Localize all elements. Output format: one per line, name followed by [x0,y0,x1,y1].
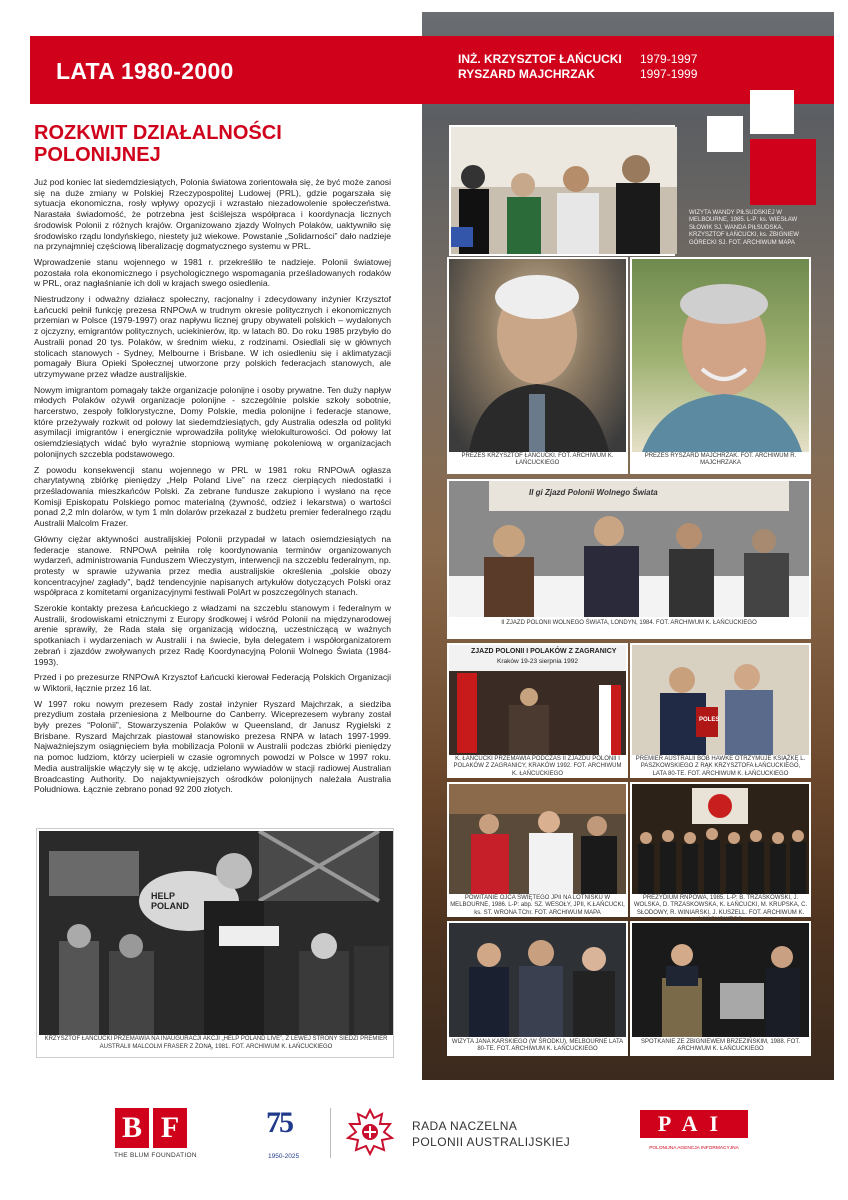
decor-square-red [750,139,816,205]
photo-wizyta-image [449,125,675,256]
eagle-emblem-icon[interactable] [344,1106,396,1158]
photo-krakow-caption: K. ŁAŃCUCKI PRZEMAWIA PODCZAS II ZJAZDU POLONII I POLAKÓW Z ZAGRANICY, KRAKÓW 1992. FOT. ARCHIWUM K. ŁAŃCUCKIEGO [453,756,622,777]
photo-help-poland-live-art [39,831,393,1035]
presidents-years [640,52,697,82]
article-paragraph: W 1997 roku nowym prezesem Rady został inżynier Ryszard Majchrzak, a siedziba prezydium została przeniesiona z Melbourne do Canberry. Wiceprezesem wybrany został były prezes “Polonii”, Stowarzyszenia Polaków w Queensland, dr Janusz Rygielski z Brisbane. Ryszard Majchrzak piastował stanowisko prezesa RNPA w latach 1997-1999. Najważniejszym osiągnięciem była mobilizacja Polonii w Australii podczas zbiórki pieniędzy na pomoc ludziom, którzy ucierpieli w czasie ogromnych powodzi w Polsce w 1997 roku. Media australijskie włączyły się w tę akcję, udzielano wywiadów w stacji radiowej Australian Broadcasting Authority. Do najaktywniejszych ośrodków polonijnych należała Australia Południowa. Łącznie zebrano ponad 92 200 złotych. [34,698,391,795]
krakow-banner-line2: Kraków 19-23 sierpnia 1992 [497,658,578,665]
article-paragraph: Wprowadzenie stanu wojennego w 1981 r. przekreśliło te nadzieje. Polonii światowej pozostała rola ekonomicznego i psychologicznego wspomagania prześladowanych rodaków w PRL, oraz nagłaśnianie ich doli w krajach swego osiedlenia. [34,256,391,289]
decor-square-white [750,90,794,134]
photo-prezes-majchrzak-art [632,259,809,452]
photo-brzezinski [630,921,811,1056]
section-title-line1: ROZKWIT DZIAŁALNOŚCI [34,122,282,144]
help-poland-sign: HELP POLAND [151,891,189,911]
hawke-book-label: POLES [699,717,720,723]
photo-hawke-image [632,645,809,755]
anniversary-75-logo[interactable] [266,1106,310,1154]
photo-prezes-lancucki-image [449,259,626,452]
zjazd-banner: II gi Zjazd Polonii Wolnego Świata [529,488,658,497]
article-paragraph: Główny ciężar aktywności australijskiej Polonii przypadał w latach osiemdziesiątych na federacje stanowe. RNPOwA pełniła rolę koordynowania terminów organizowanych wydarzeń, administrowania Funduszem Wieczystym, interwencji na szczeblu federalnym, np. protesty w sprawie używania przez media australijskie określenia „polskie obozy koncentracyjne/ zagłady”, bądź tendencyjnie napisanych artykułów dotyczących Polski oraz współpraca z komitetami organizacyjnymi festiwali PolArt w poszczególnych stanach. [34,533,391,598]
photo-prezydium-image [632,784,809,894]
decor-square-white-small [707,116,743,152]
photo-brzezinski-image [632,923,809,1037]
footer [0,1090,848,1200]
photo-prezes-majchrzak-image [632,259,809,452]
article-paragraph: Niestrudzony i odważny działacz społeczny, racjonalny i zdecydowany inżynier Krzysztof Łańcucki pełnił funkcję prezesa RNPOwA w trudnym okresie politycznych i ekonomicznych przemian w Polsce (1979-1997) oraz napływu licznej grupy obywateli polskich – wydalonych z ojczyzny, emigrantów politycznych, uciekinierów, itp. w latach 80. Do roku 1985 przybyło do Australii ponad 20 tys. Polaków, w średnim wieku, z rodzinami. Osiedlali się w głównych stolicach stanowych - Sydney, Melbourne i Brisbane. W ich osiedleniu się i aklimatyzacji pomagały Biura Opieki Społecznej utworzone przy polskich federacjach stanowych, ale utrzymywane przez władze australijskie. [34,294,391,379]
president2-name: RYSZARD MAJCHRZAK [458,67,595,81]
photo-karski-image [449,923,626,1037]
bf-logo-b: B [115,1108,149,1148]
photo-prezydium-art [632,784,809,894]
photo-prezes-lancucki [447,257,628,474]
bf-logo-f: F [153,1108,187,1148]
footer-divider [330,1108,331,1158]
photo-zjazd-londyn [447,479,811,639]
photo-jp2-image [449,784,626,894]
photo-krakow-1992 [447,643,628,778]
photo-wizyta-caption: WIZYTA WANDY PIŁSUDSKIEJ W MELBOURNE, 1985. L-P: ks. WIESŁAW SŁOWIK SJ, WANDA PIŁSUDSKA, KRZYSZTOF ŁAŃCUCKI, ks. ZBIGNIEW GÓRECKI SJ. FOT. ARCHIWUM MAPA [689,210,799,246]
header-bar [30,36,834,104]
article-paragraph: Nowym imigrantom pomagały także organizacje polonijne i osoby prywatne. Ten duży napływ młodych Polaków ożywił organizacje polonijne - szczególnie polskie szkoły sobotnie, harcerstwo, zespoły folklorystyczne, Domy Polskie, media polonijne i federacje stanowe, które przeżywały rozkwit od połowy lat siedemdziesiątych, gdy Australia odeszła od polityki asymilacji imigrantów i energicznie wprowadziła politykę wielokulturowości. Od połowy lat osiemdziesiątych widać było wyraźnie stopniową wymianę pokoleniową w organizacjach polonijnych szczebla podstawowego. [34,384,391,459]
eagle-emblem-art [344,1106,396,1158]
rada-line2: POLONII AUSTRALIJSKIEJ [412,1135,571,1149]
photo-brzezinski-art [632,923,809,1037]
photo-help-poland-live-image [39,831,393,1035]
photo-prezes-majchrzak [630,257,811,474]
photo-jp2-melbourne [447,782,628,917]
article-paragraph: Szerokie kontakty prezesa Łańcuckiego z władzami na szczeblu stanowym i federalnym w Australii, środowiskami etnicznymi z Europy środkowej i wśród Polonii na międzynarodowej arenie sprawiły, że Rada stała się organizacją widoczną, uczestniczącą w ważnych spotkaniach i wydarzeniach w Australii i na świecie, była delegatem i współorganizatorem zebrań i zjazdów zwoływanych przez Radę Koordynacyjną Polonii Wolnego Świata (1984-1993). [34,603,391,667]
photo-prezydium-rnpowa [630,782,811,917]
pai-logo[interactable]: PAI [640,1110,748,1138]
photo-hawke [630,643,811,778]
anniversary-number: 75 [266,1106,292,1139]
photo-prezydium-caption: PREZYDIUM RNPOWA, 1985. L-P: B. TRZASKOWSKI, J. WOLSKA, D. TRZASKOWSKA, K. ŁAŃCUCKI, M. KRUPSKA, C. SŁODOWY, R. WINIARSKI, J. KUSZELL. FOT. ARCHIWUM K. [633,895,808,916]
president1-name: INŻ. KRZYSZTOF ŁAŃCUCKI [458,52,622,66]
photo-hawke-art [632,645,809,755]
pai-name: POLONIJNA AGENCJA INFORMACYJNA [649,1146,739,1151]
page-title: LATA 1980-2000 [56,58,234,84]
photo-wizyta-art [451,127,677,254]
anniversary-years: 1950-2025 [268,1153,300,1160]
section-title [34,122,404,166]
photo-help-poland-live [36,828,394,1058]
photo-zjazd-londyn-image [449,481,809,617]
bf-logo[interactable] [115,1108,187,1148]
photo-jp2-art [449,784,626,894]
article-paragraph: Już pod koniec lat siedemdziesiątych, Polonia światowa zorientowała się, że być może zanosi się na duże zmiany w Polskiej Rzeczypospolitej Ludowej (PRL), gdzie pogarszała się sytuacja ekonomiczna, rosły wpływy opozycji i wzrastało niezadowolenie społeczeństwa. Narastała świadomość, że potrzebna jest ściślejsza współpraca i koordynacja licznych środowisk Polonii z różnych krajów. Organizowano zjazdy Wolnych Polaków, uaktywniło się środowisko rządu londyńskiego, niestety już wiekowe. Powstanie „Solidarności” dało nadzieje na przynajmniej częściową liberalizację dogmatycznego systemu w PRL. [34,177,391,252]
photo-prezes-lancucki-caption: PREZES KRZYSZTOF ŁAŃCUCKI. FOT. ARCHIWUM K. ŁAŃCUCKIEGO [461,453,614,467]
president2-years: 1997-1999 [640,67,698,81]
photo-wizyta-pilsudskiej [447,123,677,258]
rada-naczelna-name [412,1118,570,1150]
photo-jp2-caption: POWITANIE OJCA ŚWIĘTEGO JPII NA LOTNISKU W MELBOURNE, 1986. L-P: abp. SZ. WESOŁY, JPII, K.ŁAŃCUCKI, ks. ST. WRONA TChr. FOT. ARCHIWUM MAPA [450,895,625,916]
photo-zjazd-londyn-art [449,481,809,617]
president1-years: 1979-1997 [640,52,698,66]
photo-karski [447,921,628,1056]
article-body [34,177,391,800]
presidents-names [458,52,622,82]
bf-name: THE BLUM FOUNDATION [114,1152,197,1159]
photo-prezes-lancucki-art [449,259,626,452]
section-title-line2: POLONIJNEJ [34,144,161,166]
rada-line1: RADA NACZELNA [412,1119,518,1133]
photo-karski-art [449,923,626,1037]
photo-hawke-caption: PREMIER AUSTRALII BOB HAWKE OTRZYMUJE KSIĄŻKĘ L. PASZKOWSKIEGO Z RĄK KRZYSZTOFA ŁAŃCUCKIEGO, LATA 80-TE. FOT. ARCHIWUM K. ŁAŃCUCKIEGO [635,756,806,777]
photo-help-poland-live-caption: KRZYSZTOF ŁAŃCUCKI PRZEMAWIA NA INAUGURACJI AKCJI „HELP POLAND LIVE”, Z LEWEJ STRONY SIEDZI PREMIER AUSTRALII MALCOLM FRASER Z ŻONĄ, 1981. FOT. ARCHIWUM K. ŁAŃCUCKIEGO [44,1036,388,1050]
photo-krakow-image [449,645,626,755]
krakow-banner-line1: ZJAZD POLONII I POLAKÓW Z ZAGRANICY [471,648,617,655]
photo-zjazd-londyn-caption: II ZJAZD POLONII WOLNEGO ŚWIATA, LONDYN, 1984. FOT. ARCHIWUM K. ŁAŃCUCKIEGO [501,620,757,626]
photo-prezes-majchrzak-caption: PREZES RYSZARD MAJCHRZAK. FOT. ARCHIWUM R. MAJCHRZAKA [644,453,797,467]
photo-karski-caption: WIZYTA JANA KARSKIEGO (W ŚRODKU), MELBOURNE LATA 80-TE. FOT. ARCHIWUM K. ŁAŃCUCKIEGO [451,1039,624,1053]
photo-brzezinski-caption: SPOTKANIE ZE ZBIGNIEWEM BRZEZIŃSKIM, 1988. FOT. ARCHIWUM K. ŁAŃCUCKIEGO [640,1039,801,1053]
article-paragraph: Z powodu konsekwencji stanu wojennego w PRL w 1981 roku RNPOwA ogłasza charytatywną zbiórkę pieniędzy „Help Poland Live” na rzecz cierpiących niedostatki i prześladowania mieszkańców Polski. Za zebrane fundusze zakupiono i wysłano na ręce Komisji Episkopatu Polskiego pomoc materialną (żywność, odzież i lekarstwa) o wartości ponad 2,2 mln dolarów, w tym 1 mln dolarów przekazał z budżetu premier federalnego rządu Australii Malcolm Frazer. [34,464,391,529]
article-paragraph: Przed i po prezesurze RNPOwA Krzysztof Łańcucki kierował Federacją Polskich Organizacji w Wiktorii, łącznie przez 16 lat. [34,672,391,693]
